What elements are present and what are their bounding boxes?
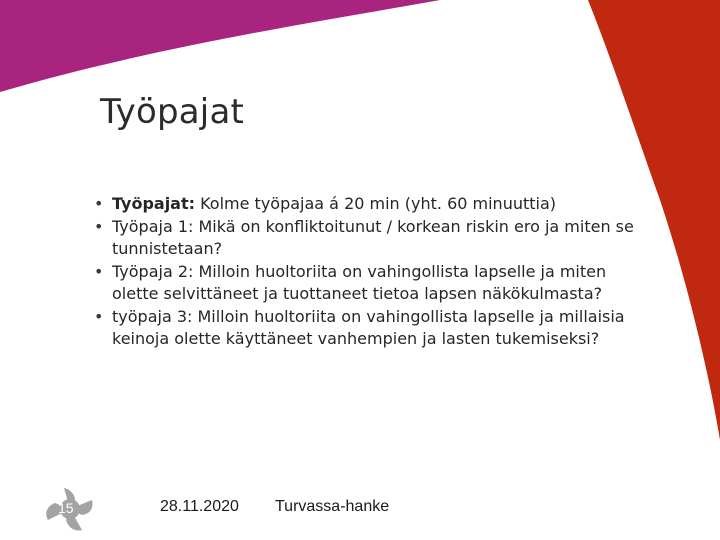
bullet-list xyxy=(90,193,650,351)
magenta-swoosh-shape xyxy=(0,0,440,92)
footer-date: 28.11.2020 xyxy=(160,498,239,515)
footer-project-name: Turvassa-hanke xyxy=(275,498,390,515)
bullet-item xyxy=(90,306,650,351)
bullet-text: työpaja 3: Milloin huoltoriita on vahingollista lapselle ja millaisia keinoja olette käyttäneet vanhempien ja lasten tukemiseksi? xyxy=(112,306,625,348)
bullet-item xyxy=(90,193,650,216)
bullet-item xyxy=(90,261,650,306)
bullet-text: Kolme työpajaa á 20 min (yht. 60 minuuttia) xyxy=(195,194,557,213)
page-number: 15 xyxy=(58,500,74,516)
bullet-bold-lead: Työpajat: xyxy=(112,194,196,213)
bullet-text: Työpaja 1: Mikä on konfliktoitunut / korkean riskin ero ja miten se tunnistetaan? xyxy=(112,216,634,258)
bullet-text: Työpaja 2: Milloin huoltoriita on vahingollista lapselle ja miten olette selvittäneet ja tuottaneet tietoa lapsen näkökulmasta? xyxy=(112,261,607,303)
bullet-item xyxy=(90,216,650,261)
slide-title: Työpajat xyxy=(100,92,245,132)
